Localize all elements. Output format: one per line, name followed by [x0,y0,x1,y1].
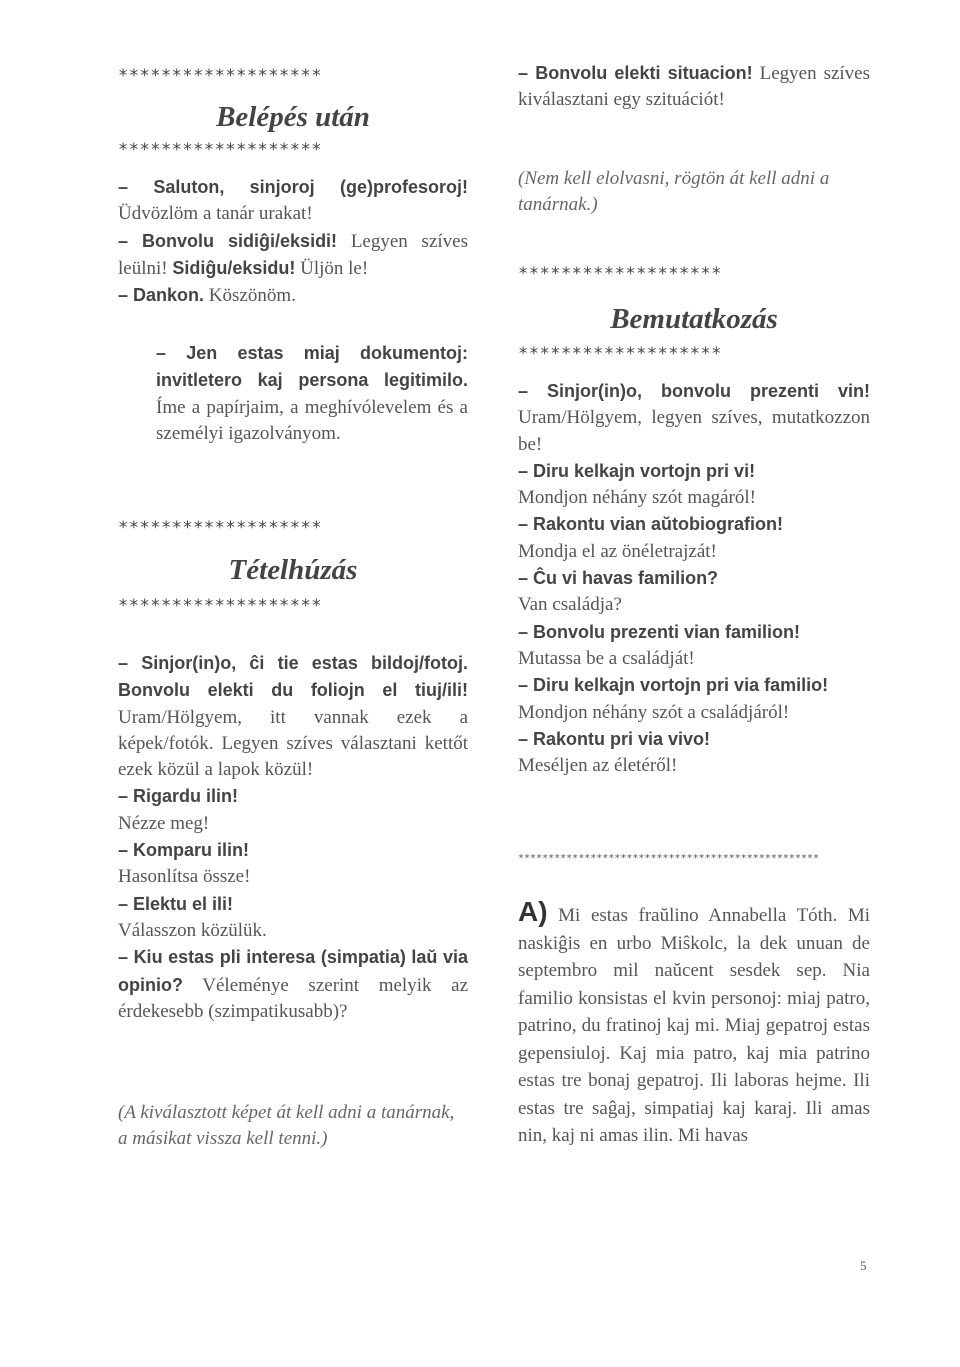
phrase-eo: – Bonvolu prezenti vian familion! [518,621,801,642]
note-kivalasztott: (A kiválasztott képet át kell adni a tanárnak, a másikat vissza kell tenni.) [118,1102,455,1149]
phrase-hu: Legyen szíves leülni! [118,230,468,279]
stars-divider-small: ************************************************** [518,853,820,864]
section-belepes [118,174,468,309]
phrase-hu: Mondjon néhány szót magáról! [518,487,756,509]
stars-divider: ******************* [118,66,322,86]
phrase-hu: Válasszon közülük. [118,919,267,941]
phrase-hu: Mutassa be a családját! [518,647,695,669]
phrase-eo: – Diru kelkajn vortojn pri vi! [518,460,756,481]
stars-divider: ******************* [118,140,322,160]
phrase-eo: – Jen estas miaj dokumentoj: invitletero kaj persona legitimilo. [156,343,468,391]
phrase-eo: – Rakontu pri via vivo! [518,728,711,749]
heading-belepes-utan: Belépés után [216,101,370,133]
phrase-hu: Legyen szíves kiválasztani egy szituációt! [518,63,870,111]
stars-divider: ******************* [518,344,722,364]
phrase-hu: Uram/Hölgyem, itt vannak ezek a képek/fotók. Legyen szíves választani kettőt ezek közül a lapok közül! [118,706,468,781]
phrase-hu: Nézze meg! [118,812,210,834]
phrase-eo: – Saluton, sinjoroj (ge)profesoroj! [118,177,468,197]
phrase-hu: Mondjon néhány szót a családjáról! [518,701,790,723]
page-number: 5 [860,1258,867,1273]
heading-bemutatkozas: Bemutatkozás [610,303,778,335]
stars-divider: ******************* [518,264,722,284]
phrase-hu: Uram/Hölgyem, legyen szíves, mutatkozzon be! [518,407,870,455]
stars-divider: ******************* [118,518,322,538]
section-bemutatkozas [518,378,870,779]
section-tetelhuzas [118,650,468,1025]
note-nem-kell: (Nem kell elolvasni, rögtön át kell adni a tanárnak.) [518,168,830,215]
phrase-eo: – Dankon. [118,285,205,306]
stars-divider: ******************* [118,596,322,616]
phrase-hu: Hasonlítsa össze! [118,866,251,888]
phrase-hu: Van családja? [518,594,622,616]
phrase-eo: – Diru kelkajn vortojn pri via familio! [518,675,829,696]
phrase-eo: – Elektu el ili! [118,893,234,914]
phrase-eo: – Sinjor(in)o, ĉi tie estas bildoj/fotoj. Bonvolu elekti du foliojn el tiuj/ili! [118,653,468,701]
phrase-eo: – Sinjor(in)o, bonvolu prezenti vin! [518,381,870,401]
phrase-eo: – Bonvolu sidiĝi/eksidi! [118,230,338,251]
phrase-hu: Üdvözlöm a tanár urakat! [118,203,313,225]
phrase-hu: Meséljen az életéről! [518,755,678,777]
phrase-hu: Köszönöm. [204,285,296,307]
phrase-eo: – Ĉu vi havas familion? [518,568,719,589]
section-dokumentoj [118,340,468,447]
phrase-hu: Üljön le! [295,257,369,279]
phrase-hu: Íme a papírjaim, a meghívólevelem és a személyi igazolványom. [156,396,468,444]
section-situacio [518,60,870,114]
phrase-hu: Véleménye szerint melyik az érdekesebb (szimpatikusabb)? [118,974,468,1022]
phrase-eo: Sidiĝu/eksidu! [172,257,296,278]
phrase-hu: Mondja el az önéletrajzát! [518,540,717,562]
heading-tetelhuzas: Tételhúzás [228,554,358,586]
section-a-text [518,898,870,1150]
phrase-eo: – Kiu estas pli interesa (simpatia) laŭ via opinio? [118,947,468,995]
section-label-a: A) [518,896,548,927]
phrase-eo: – Rakontu vian aŭtobiografion! [518,514,784,535]
phrase-eo: – Komparu ilin! [118,840,250,861]
phrase-eo: – Bonvolu elekti situacion! [518,63,753,83]
a-paragraph: Mi estas fraŭlino Annabella Tóth. Mi naskiĝis en urbo Miŝkolc, la dek unuan de septembro mil naŭcent sesdek sep. Nia familio konsistas el kvin personoj: miaj patro, patrino, du fratinoj kaj mi. Miaj gepatroj estas gepensiuloj. Kaj mia patro, kaj mia patrino estas tre bonaj gepatroj. Ili laboras hejme. Ili estas tre saĝaj, simpatiaj kaj karaj. Ili amas nin, kaj ni amas ilin. Mi havas [518,905,870,1146]
phrase-eo: – Rigardu ilin! [118,786,239,807]
